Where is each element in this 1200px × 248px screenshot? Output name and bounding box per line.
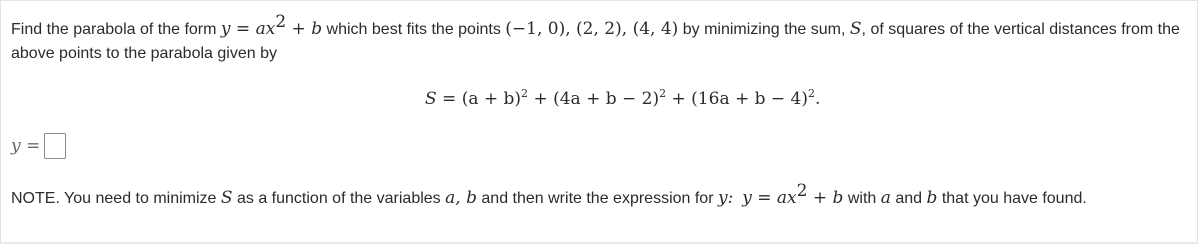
intro-text-1: Find the parabola of the form	[11, 21, 221, 38]
form-exponent: 2	[275, 12, 287, 32]
answer-row	[11, 131, 66, 161]
form-plus: +	[286, 19, 312, 39]
intro-text-4: , of squares of the vertical distances from the	[861, 21, 1180, 38]
answer-label-eq: =	[20, 136, 41, 156]
formula-lhs: S	[425, 89, 437, 109]
formula-term-2: + (4a + b − 2)	[528, 89, 660, 109]
form-y: y	[220, 19, 231, 39]
formula-end: .	[815, 89, 821, 109]
sum-of-squares-formula	[425, 87, 820, 111]
note-expr-plus: +	[807, 188, 833, 208]
note-a: a	[880, 188, 891, 208]
note-y-colon: y:	[717, 188, 734, 208]
form-ax: ax	[255, 19, 276, 39]
answer-label	[11, 136, 40, 156]
intro-text-5: above points to the parabola given by	[11, 45, 277, 62]
note-expr-y: y	[742, 188, 752, 208]
formula-exponent-2: 2	[659, 87, 667, 100]
points-list: (−1, 0), (2, 2), (4, 4)	[505, 19, 679, 39]
note-expr-eq: =	[751, 188, 777, 208]
intro-text-2: which best fits the points	[322, 21, 506, 38]
formula-term-3: + (16a + b − 4)	[666, 89, 809, 109]
answer-label-var: y	[11, 136, 21, 156]
problem-statement	[11, 12, 1196, 66]
answer-input[interactable]	[44, 133, 66, 159]
note-text-6: that you have found.	[937, 190, 1087, 207]
note-s: S	[220, 188, 233, 208]
note-vars: a, b	[445, 188, 477, 208]
note-expr-b: b	[832, 188, 844, 208]
sum-symbol: S	[849, 19, 862, 39]
note-expr-ax: ax	[776, 188, 797, 208]
note-expr-exponent: 2	[796, 181, 808, 201]
formula-exponent-1: 2	[521, 87, 529, 100]
formula-exponent-3: 2	[808, 87, 816, 100]
note-text-4: with	[843, 190, 881, 207]
note-text-2: as a function of the variables	[232, 190, 446, 207]
note-text-1: NOTE. You need to minimize	[11, 190, 221, 207]
note-text-5: and	[890, 190, 927, 207]
form-eq: =	[230, 19, 256, 39]
formula-term-1: = (a + b)	[436, 89, 522, 109]
note-text	[11, 181, 1087, 211]
note-b: b	[926, 188, 938, 208]
intro-text-3: by minimizing the sum,	[678, 21, 850, 38]
note-text-3: and then write the expression for	[476, 190, 718, 207]
form-b: b	[311, 19, 323, 39]
